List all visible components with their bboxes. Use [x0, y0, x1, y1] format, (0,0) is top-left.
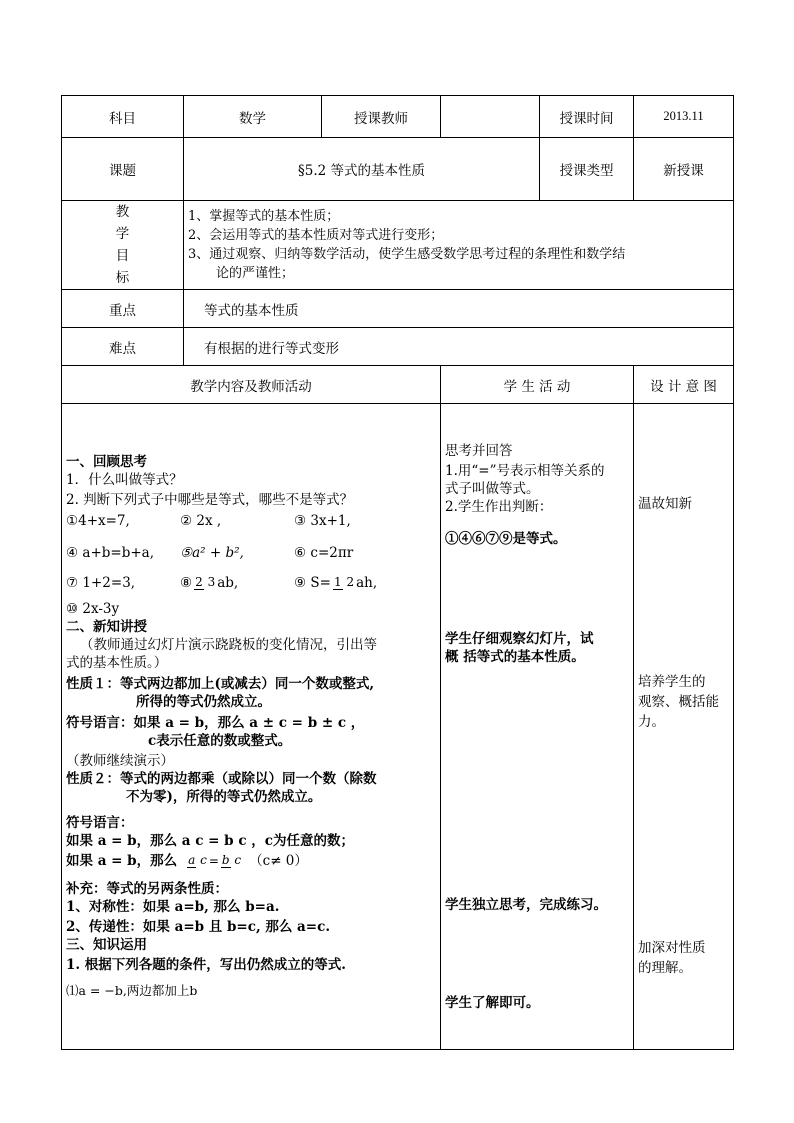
- fraction-numerator: a: [188, 853, 196, 867]
- fraction-numerator: b: [221, 853, 230, 867]
- goals-label-char: 学: [115, 226, 130, 242]
- section-2-title: 二、新知讲授: [66, 619, 147, 635]
- expression-suffix: ah,: [356, 575, 378, 591]
- student-text: 概 括等式的基本性质。: [445, 648, 585, 665]
- column-header-intent: 设 计 意 图: [634, 366, 734, 404]
- student-activity: [441, 404, 634, 1050]
- expression-prefix: ⑧: [180, 575, 193, 591]
- key-point-value: 等式的基本性质: [184, 290, 734, 328]
- column-header-student: 学 生 活 动: [441, 366, 634, 404]
- question-1: 1．什么叫做等式？: [66, 472, 183, 488]
- expression-suffix: ab,: [217, 575, 239, 591]
- main-content-row: [62, 404, 734, 1050]
- student-text: 式子叫做等式。: [445, 480, 540, 497]
- symbolic-2-prefix: 如果 a = b，那么: [66, 853, 178, 869]
- student-text: 1.用“=”号表示相等关系的: [445, 462, 605, 479]
- expressions-row-2: [66, 544, 436, 562]
- section-2-note: 式的基本性质。）: [66, 655, 168, 671]
- exercise-item: ⑴a = −b,两边都加上b: [66, 983, 198, 998]
- goals-label-char: 目: [115, 248, 130, 264]
- supplement-item: 2、传递性：如果 a=b 且 b=c, 那么 a=c.: [66, 919, 331, 935]
- section-1-title: 一、回顾思考: [66, 454, 147, 470]
- condition: （c≠ 0）: [249, 853, 308, 869]
- goals-content: [184, 201, 734, 290]
- fraction-denominator: 2: [346, 575, 355, 589]
- type-label: 授课类型: [540, 138, 634, 201]
- expression-fraction: [294, 574, 377, 592]
- expression: ①4+x=7,: [66, 513, 130, 529]
- expression-fraction: [180, 574, 294, 592]
- expression: ⑥ c=2πr: [294, 545, 354, 561]
- intent-text: 培养学生的: [638, 673, 706, 690]
- teacher-label: 授课教师: [322, 96, 441, 138]
- exercise-title: 1. 根据下列各题的条件，写出仍然成立的等式.: [66, 957, 346, 973]
- difficulty-value: 有根据的进行等式变形: [184, 328, 734, 366]
- symbolic-2-fraction-line: [66, 852, 436, 870]
- header-row-1: [62, 96, 734, 138]
- type-value: 新授课: [634, 138, 734, 201]
- property-2-cont: 不为零)，所得的等式仍然成立。: [126, 789, 322, 805]
- intent-text: 力。: [638, 713, 665, 730]
- section-2-note: （教师通过幻灯片演示跷跷板的变化情况，引出等: [80, 637, 377, 653]
- key-point-row: [62, 290, 734, 328]
- difficulty-row: [62, 328, 734, 366]
- column-header-content: 教学内容及教师活动: [62, 366, 441, 404]
- lesson-plan-table: [61, 95, 734, 1050]
- goal-item: 2、会运用等式的基本性质对等式进行变形；: [188, 228, 444, 243]
- symbolic-1-cont: c表示任意的数或整式。: [148, 733, 292, 749]
- student-text: 2.学生作出判断：: [445, 498, 553, 515]
- goals-label-char: 教: [115, 204, 130, 220]
- goals-label: [62, 201, 184, 290]
- equals-sign: =: [208, 854, 219, 868]
- student-text: 学生仔细观察幻灯片，试: [445, 630, 594, 647]
- expressions-row-1: [66, 512, 436, 530]
- student-text: 学生了解即可。: [445, 994, 540, 1011]
- goal-item: 1、掌握等式的基本性质；: [188, 209, 340, 224]
- teaching-content: [62, 404, 441, 1050]
- expression: ② 2x ,: [180, 513, 222, 529]
- columns-header-row: [62, 366, 734, 404]
- expression: ④ a+b=b+a,: [66, 545, 155, 561]
- student-text: ①④⑥⑦⑨是等式。: [445, 530, 567, 547]
- time-label: 授课时间: [540, 96, 634, 138]
- fraction: [221, 854, 241, 868]
- design-intent: [634, 404, 734, 1050]
- fraction-numerator: 2: [195, 575, 203, 589]
- property-1: 性质１：等式两边都加上(或减去）同一个数或整式,: [66, 676, 375, 692]
- symbolic-2-line: 如果 a = b，那么 a c = b c ，c为任意的数；: [66, 833, 354, 849]
- fraction-denominator: c: [200, 853, 207, 867]
- teacher-value: [441, 96, 540, 138]
- fraction: [187, 854, 207, 868]
- fraction: [194, 576, 215, 590]
- goals-label-char: 标: [115, 270, 130, 286]
- intent-text: 的理解。: [638, 959, 692, 976]
- intent-text: 观察、概括能: [638, 693, 719, 710]
- expression: ⑤a² + b²,: [180, 545, 244, 561]
- goal-item: 论的严谨性；: [216, 266, 295, 281]
- symbolic-2-title: 符号语言：: [66, 815, 134, 831]
- student-text: 学生独立思考，完成练习。: [445, 896, 607, 913]
- intent-text: 加深对性质: [638, 939, 706, 956]
- supplement-title: 补充：等式的另两条性质：: [66, 881, 228, 897]
- teacher-demo: （教师继续演示）: [66, 753, 174, 769]
- expression: ③ 3x+1,: [294, 513, 351, 529]
- time-value: 2013.11: [634, 96, 734, 138]
- difficulty-label: 难点: [62, 328, 184, 366]
- property-1-cont: 所得的等式仍然成立。: [136, 694, 271, 710]
- key-point-label: 重点: [62, 290, 184, 328]
- fraction-denominator: 3: [207, 575, 216, 589]
- fraction-numerator: 1: [333, 575, 342, 589]
- fraction-denominator: c: [234, 853, 242, 867]
- goal-item: 3、通过观察、归纳等数学活动，使学生感受数学思考过程的条理性和数学结: [188, 247, 626, 262]
- fraction: [333, 576, 354, 590]
- question-2: 2. 判断下列式子中哪些是等式，哪些不是等式？: [66, 492, 354, 508]
- expressions-row-3: [66, 574, 436, 592]
- expression-prefix: ⑨ S=: [294, 575, 331, 591]
- topic-value: §5.2 等式的基本性质: [184, 138, 540, 201]
- section-3-title: 三、知识运用: [66, 937, 147, 953]
- intent-text: 温故知新: [638, 495, 692, 512]
- expression: ⑩ 2x-3y: [66, 601, 120, 617]
- student-text: 思考并回答: [445, 442, 513, 459]
- property-2: 性质２：等式的两边都乘（或除以）同一个数（除数: [66, 771, 377, 787]
- goals-row: [62, 201, 734, 290]
- symbolic-1: 符号语言：如果 a = b，那么 a ± c = b ± c ，: [66, 715, 365, 731]
- header-row-2: [62, 138, 734, 201]
- topic-label: 课题: [62, 138, 184, 201]
- supplement-item: 1、对称性：如果 a=b, 那么 b=a.: [66, 899, 280, 915]
- subject-value: 数学: [184, 96, 322, 138]
- subject-label: 科目: [62, 96, 184, 138]
- expression: ⑦ 1+2=3,: [66, 575, 136, 591]
